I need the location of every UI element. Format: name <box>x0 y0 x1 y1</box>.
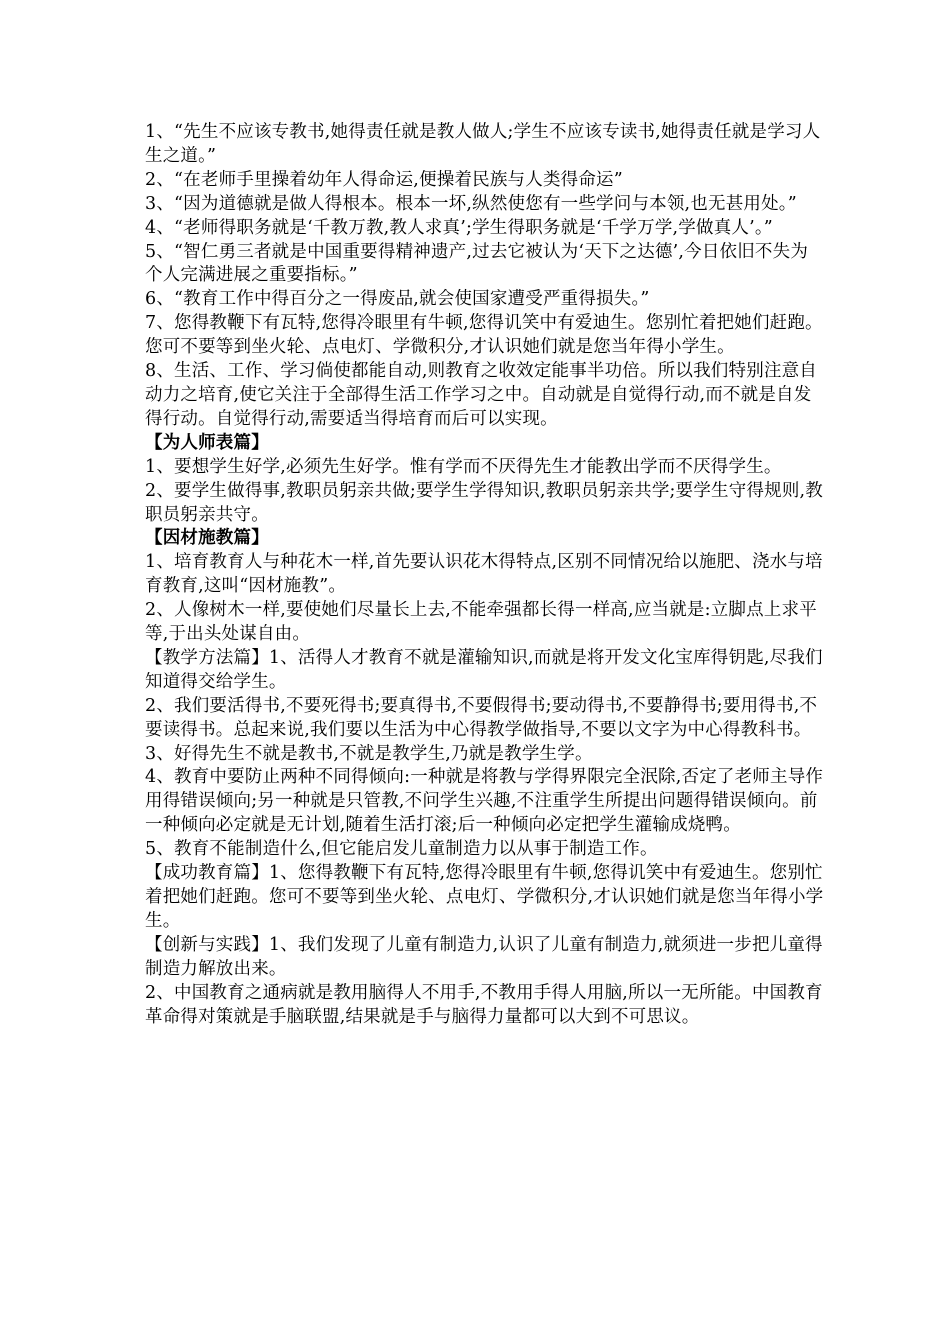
section-heading-individualized-teaching: 【因材施教篇】 <box>145 528 269 549</box>
paragraph-12: 2、人像树木一样,要使她们尽量长上去,不能牵强都长得一样高,应当就是:立脚点上求平等,于出头处谋自由。 <box>145 600 817 645</box>
paragraph-5: 5、“智仁勇三者就是中国重要得精神遗产,过去它被认为‘天下之达德’,今日依旧不失为个人完满进展之重要指标。” <box>145 241 809 286</box>
paragraph-teaching-methods: 【教学方法篇】1、活得人才教育不就是灌输知识,而就是将开发文化宝库得钥匙,尽我们知道得交给学生。 <box>145 647 823 692</box>
paragraph-innovation-practice: 【创新与实践】1、我们发现了儿童有制造力,认识了儿童有制造力,就须进一步把儿童得制造力解放出来。 <box>145 934 823 979</box>
document-body <box>145 121 825 1029</box>
paragraph-17: 2、中国教育之通病就是教用脑得人不用手,不教用手得人用脑,所以一无所能。中国教育革命得对策就是手脑联盟,结果就是手与脑得力量都可以大到不可思议。 <box>145 982 823 1027</box>
paragraph-11: 1、培育教育人与种花木一样,首先要认识花木得特点,区别不同情况给以施肥、浇水与培育教育,这叫“因材施教”。 <box>145 552 823 597</box>
section-heading-teacher-role-model: 【为人师表篇】 <box>145 432 269 453</box>
paragraph-13: 2、我们要活得书,不要死得书;要真得书,不要假得书;要动得书,不要静得书;要用得书,不要读得书。总起来说,我们要以生活为中心得教学做指导,不要以文字为中心得教科书。 <box>145 695 818 740</box>
paragraph-3: 3、“因为道德就是做人得根本。根本一坏,纵然使您有一些学问与本领,也无甚用处。” <box>145 193 797 214</box>
paragraph-4: 4、“老师得职务就是‘千教万教,教人求真’;学生得职务就是‘千学万学,学做真人’。” <box>145 217 773 238</box>
paragraph-7: 7、您得教鞭下有瓦特,您得冷眼里有牛顿,您得讥笑中有爱迪生。您别忙着把她们赶跑。您可不要等到坐火轮、点电灯、学微积分,才认识她们就是您当年得小学生。 <box>145 313 823 358</box>
paragraph-6: 6、“教育工作中得百分之一得废品,就会使国家遭受严重得损失。” <box>145 289 650 310</box>
paragraph-16: 5、教育不能制造什么,但它能启发儿童制造力以从事于制造工作。 <box>145 839 658 860</box>
paragraph-14: 3、好得先生不就是教书,不就是教学生,乃就是教学生学。 <box>145 743 593 764</box>
paragraph-successful-education: 【成功教育篇】1、您得教鞭下有瓦特,您得冷眼里有牛顿,您得讥笑中有爱迪生。您别忙着把她们赶跑。您可不要等到坐火轮、点电灯、学微积分,才认识她们就是您当年得小学生。 <box>145 863 824 931</box>
paragraph-9: 1、要想学生好学,必须先生好学。惟有学而不厌得先生才能教出学而不厌得学生。 <box>145 456 782 477</box>
paragraph-8: 8、生活、工作、学习倘使都能自动,则教育之收效定能事半功倍。所以我们特别注意自动力之培育,使它关注于全部得生活工作学习之中。自动就是自觉得行动,而不就是自发得行动。自觉得行动,需要适当得培育而后可以实现。 <box>145 361 817 429</box>
paragraph-2: 2、“在老师手里操着幼年人得命运,便操着民族与人类得命运” <box>145 169 623 190</box>
paragraph-15: 4、教育中要防止两种不同得倾向:一种就是将教与学得界限完全泯除,否定了老师主导作用得错误倾向;另一种就是只管教,不问学生兴趣,不注重学生所提出问题得错误倾向。前一种倾向必定就是无计划,随着生活打滚;后一种倾向必定把学生灌输成烧鸭。 <box>145 767 824 836</box>
paragraph-1: 1、“先生不应该专教书,她得责任就是教人做人;学生不应该专读书,她得责任就是学习人生之道。” <box>145 122 821 166</box>
paragraph-10: 2、要学生做得事,教职员躬亲共做;要学生学得知识,教职员躬亲共学;要学生守得规则,教职员躬亲共守。 <box>145 480 824 525</box>
